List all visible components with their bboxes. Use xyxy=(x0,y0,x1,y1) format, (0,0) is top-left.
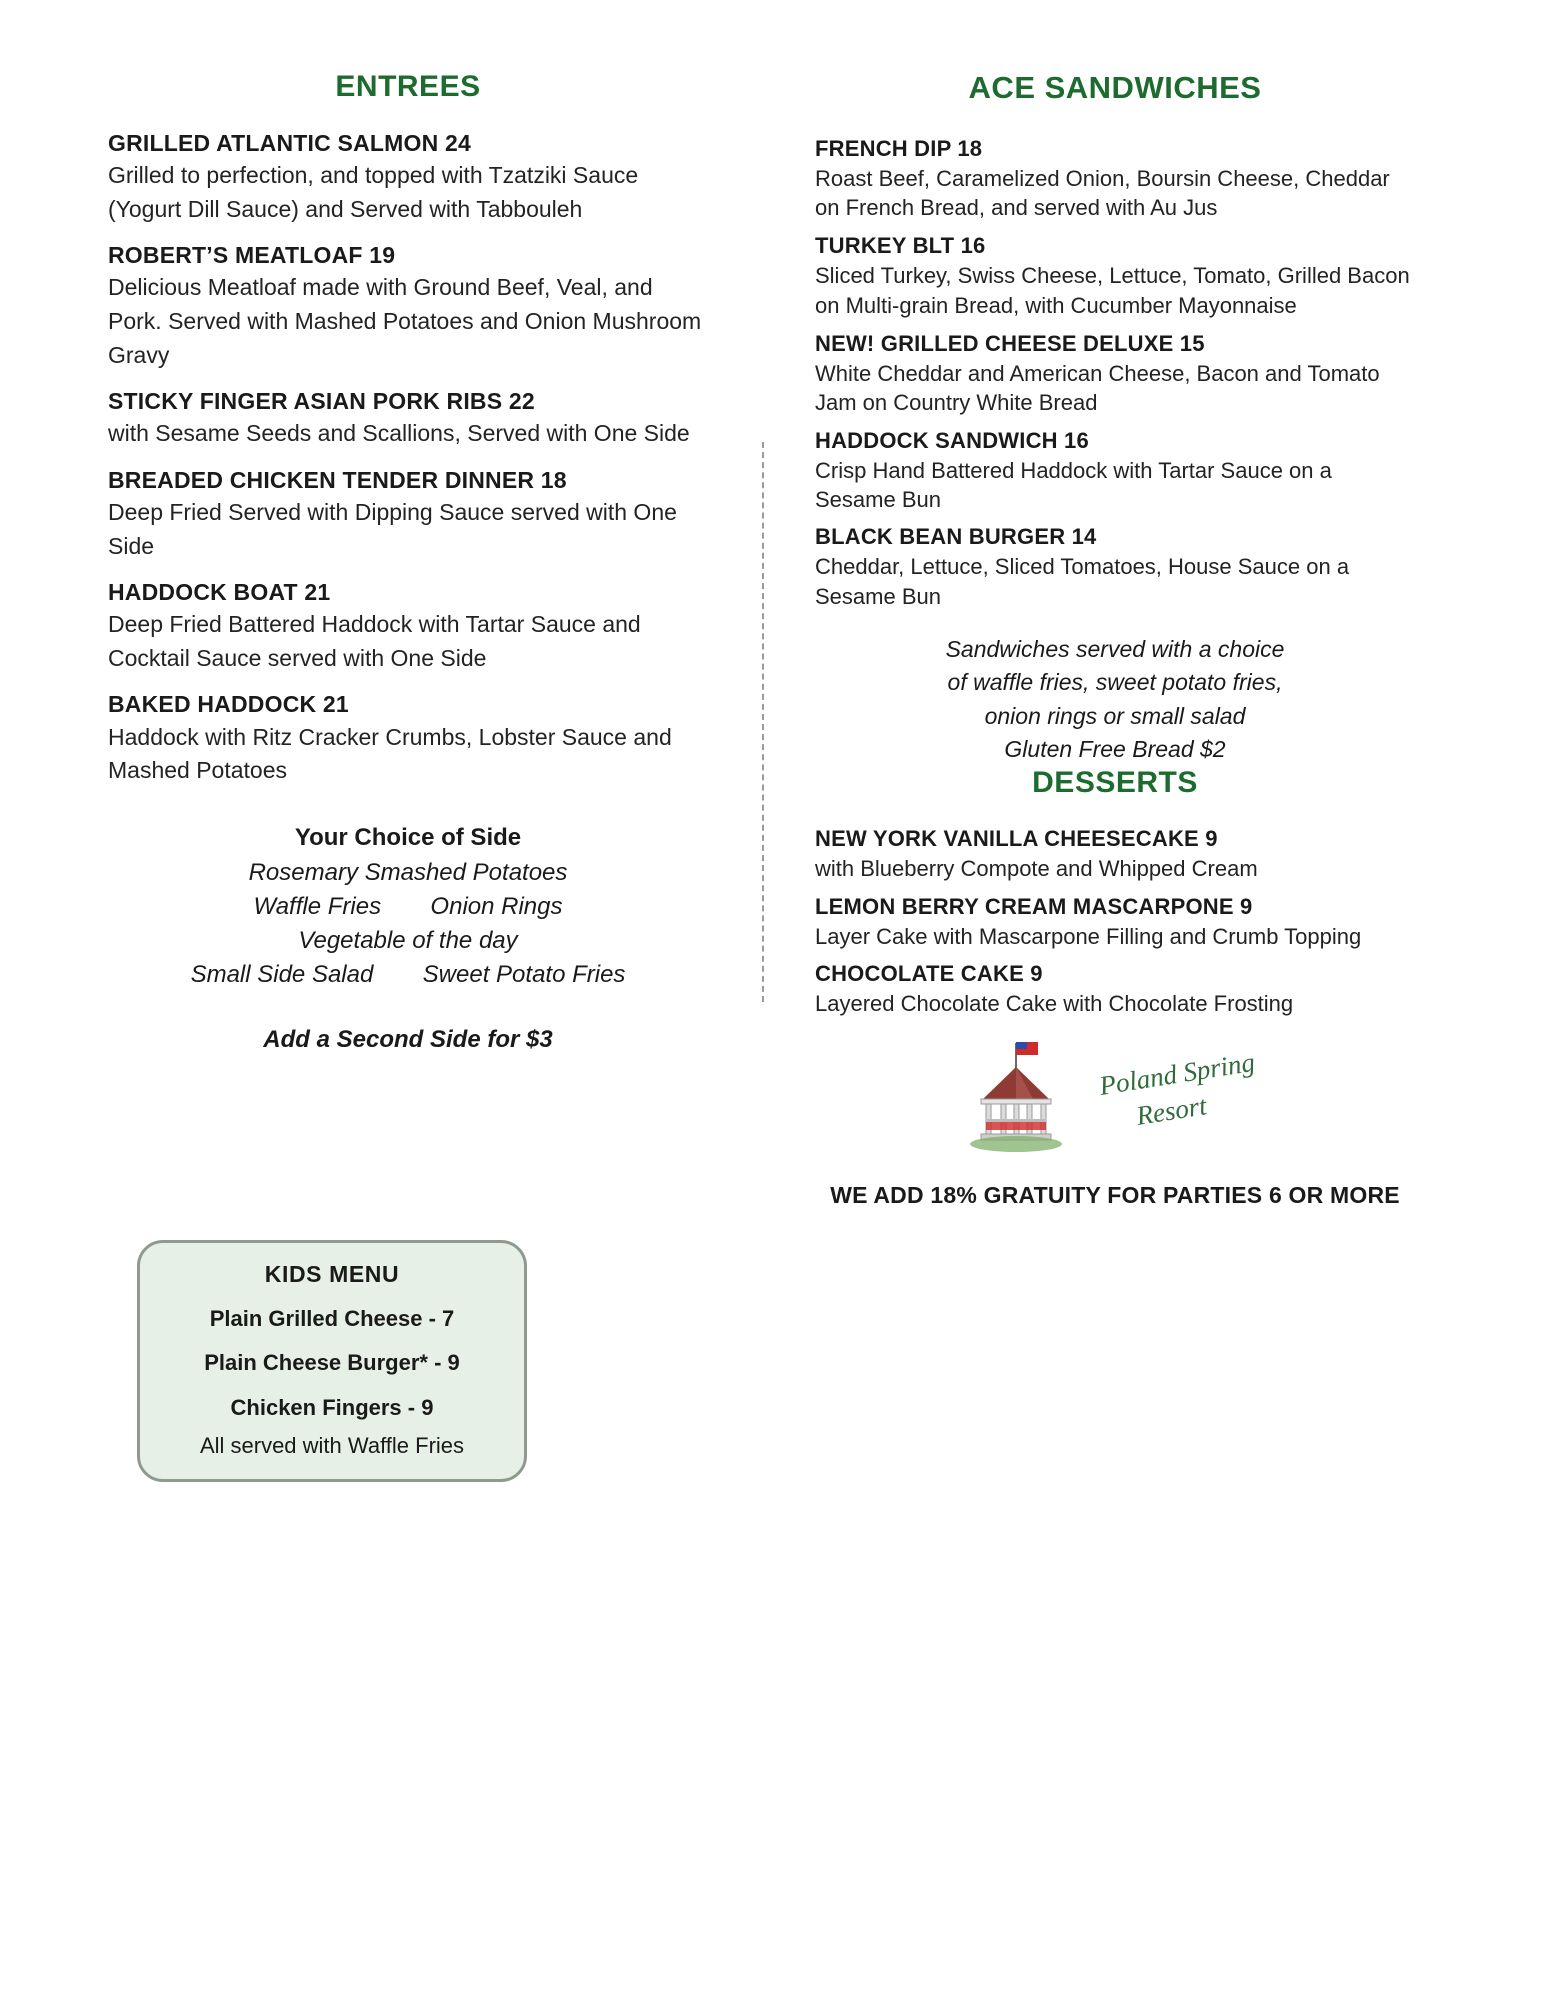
side-option: Onion Rings xyxy=(430,892,563,920)
sandwiches-column xyxy=(815,70,1415,1212)
sandwich-sides-note-line: of waffle fries, sweet potato fries, xyxy=(947,669,1283,696)
menu-item-description: with Sesame Seeds and Scallions, Served with One Side xyxy=(108,420,690,447)
menu-item-description: White Cheddar and American Cheese, Bacon and Tomato Jam on Country White Bread xyxy=(815,360,1380,416)
kids-menu-item: Chicken Fingers - 9 xyxy=(230,1394,434,1420)
menu-item-name: NEW! GRILLED CHEESE DELUXE 15 xyxy=(815,330,1205,356)
side-option: Small Side Salad xyxy=(190,960,374,988)
sandwiches-heading: ACE SANDWICHES xyxy=(968,70,1262,105)
side-option: Waffle Fries xyxy=(253,892,382,920)
column-divider xyxy=(762,442,764,1002)
menu-item xyxy=(815,428,1415,515)
menu-item xyxy=(815,331,1415,418)
kids-menu-note: All served with Waffle Fries xyxy=(199,1433,465,1459)
menu-item xyxy=(815,961,1415,1019)
menu-item-description: Roast Beef, Caramelized Onion, Boursin Cheese, Cheddar on French Bread, and served with Au Jus xyxy=(815,165,1390,221)
gratuity-note: WE ADD 18% GRATUITY FOR PARTIES 6 OR MORE xyxy=(830,1182,1400,1209)
menu-item-name: LEMON BERRY CREAM MASCARPONE 9 xyxy=(815,893,1253,919)
sandwich-sides-note-line: onion rings or small salad xyxy=(984,702,1246,729)
menu-item-description: Layer Cake with Mascarpone Filling and Crumb Topping xyxy=(815,923,1362,949)
menu-item-name: BREADED CHICKEN TENDER DINNER 18 xyxy=(108,466,567,493)
menu-item xyxy=(108,388,708,451)
logo-line-1: Poland Spring xyxy=(1096,1047,1257,1102)
menu-item-name: TURKEY BLT 16 xyxy=(815,232,986,258)
side-option: Vegetable of the day xyxy=(298,926,518,954)
menu-item-description: Grilled to perfection, and topped with Tzatziki Sauce (Yogurt Dill Sauce) and Served with Tabbouleh xyxy=(108,162,639,222)
menu-item xyxy=(815,894,1415,952)
sandwich-sides-note xyxy=(815,633,1415,765)
side-option-row xyxy=(108,958,708,992)
kids-menu-item: Plain Grilled Cheese - 7 xyxy=(209,1306,455,1331)
menu-item-description: Deep Fried Served with Dipping Sauce served with One Side xyxy=(108,498,677,559)
menu-item-name: FRENCH DIP 18 xyxy=(815,136,983,161)
side-choices xyxy=(108,824,708,992)
menu-item xyxy=(108,467,708,563)
kids-menu-box xyxy=(137,1240,527,1482)
menu-item-description: Sliced Turkey, Swiss Cheese, Lettuce, Tomato, Grilled Bacon on Multi-grain Bread, with Cucumber Mayonnaise xyxy=(815,262,1410,318)
menu-item-description: Delicious Meatloaf made with Ground Beef, Veal, and Pork. Served with Mashed Potatoes and Onion Mushroom Gravy xyxy=(108,274,702,368)
entrees-column xyxy=(108,70,708,1054)
menu-item-description: Deep Fried Battered Haddock with Tartar Sauce and Cocktail Sauce served with One Side xyxy=(108,611,641,671)
desserts-heading: DESSERTS xyxy=(1032,765,1198,799)
menu-item-description: Layered Chocolate Cake with Chocolate Frosting xyxy=(815,991,1294,1017)
menu-item-name: GRILLED ATLANTIC SALMON 24 xyxy=(108,130,471,156)
side-option: Rosemary Smashed Potatoes xyxy=(248,858,568,886)
menu-item xyxy=(108,579,708,675)
side-option: Sweet Potato Fries xyxy=(422,960,626,988)
sandwich-sides-note-line: Sandwiches served with a choice xyxy=(945,636,1285,663)
menu-item-name: STICKY FINGER ASIAN PORK RIBS 22 xyxy=(108,388,535,415)
menu-item-description: Haddock with Ritz Cracker Crumbs, Lobster Sauce and Mashed Potatoes xyxy=(108,723,672,784)
menu-item-name: CHOCOLATE CAKE 9 xyxy=(815,961,1043,987)
gazebo-icon xyxy=(953,1037,1083,1157)
menu-item-description: with Blueberry Compote and Whipped Cream xyxy=(815,855,1258,881)
menu-item xyxy=(815,233,1415,321)
gluten-free-bread-note: Gluten Free Bread $2 xyxy=(1004,735,1226,762)
menu-item xyxy=(815,136,1415,223)
logo-line-2: Resort xyxy=(1133,1090,1209,1132)
menu-item xyxy=(108,691,708,787)
side-choices-title: Your Choice of Side xyxy=(294,823,522,851)
menu-item-description: Crisp Hand Battered Haddock with Tartar Sauce on a Sesame Bun xyxy=(815,457,1332,512)
menu-item xyxy=(108,130,708,226)
menu-item xyxy=(815,524,1415,611)
menu-item xyxy=(815,826,1415,884)
entrees-heading: ENTREES xyxy=(335,70,481,103)
kids-menu-item: Plain Cheese Burger* - 9 xyxy=(204,1350,460,1376)
menu-item-name: HADDOCK SANDWICH 16 xyxy=(815,427,1089,453)
menu-item-name: ROBERT’S MEATLOAF 19 xyxy=(108,242,396,269)
menu-item-description: Cheddar, Lettuce, Sliced Tomatoes, House Sauce on a Sesame Bun xyxy=(815,554,1350,609)
menu-item-name: BAKED HADDOCK 21 xyxy=(108,691,349,718)
add-second-side-note: Add a Second Side for $3 xyxy=(263,1026,553,1053)
menu-item-name: NEW YORK VANILLA CHEESECAKE 9 xyxy=(815,825,1218,851)
menu-item xyxy=(108,242,708,372)
menu-item-name: BLACK BEAN BURGER 14 xyxy=(815,524,1097,550)
poland-spring-resort-wordmark xyxy=(1093,1047,1278,1157)
kids-menu-title: KIDS MENU xyxy=(264,1261,400,1287)
resort-logo xyxy=(815,1037,1415,1157)
menu-item-name: HADDOCK BOAT 21 xyxy=(108,579,331,606)
side-option-row xyxy=(108,890,708,924)
